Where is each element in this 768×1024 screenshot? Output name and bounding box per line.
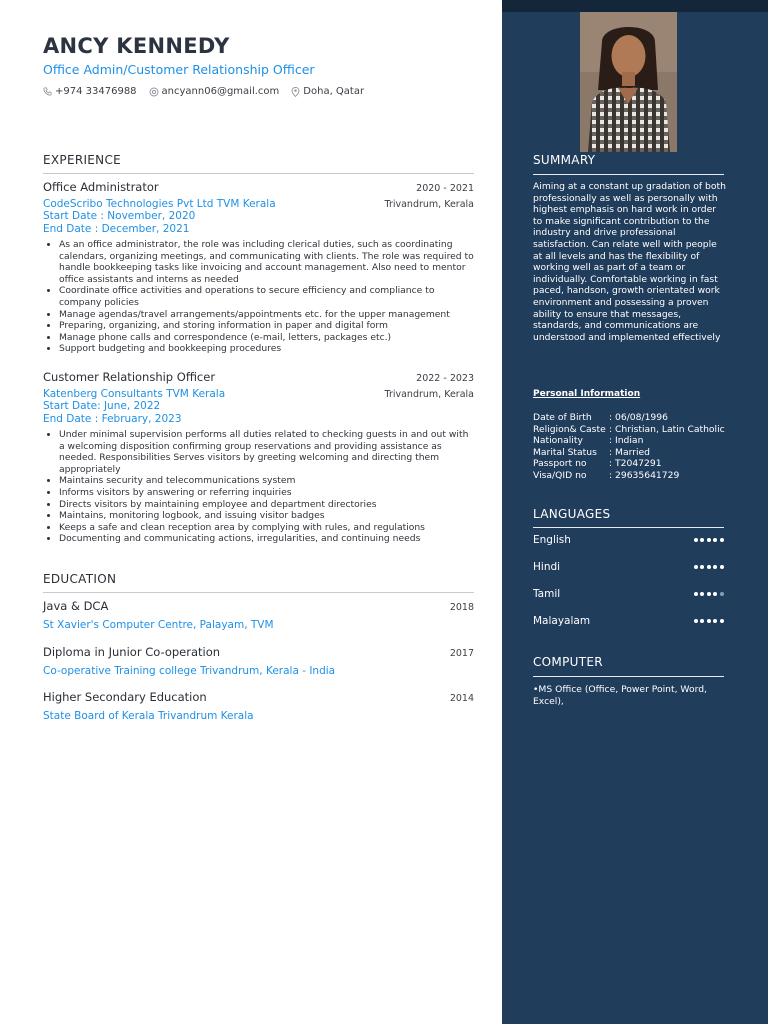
language-name: Tamil bbox=[533, 588, 561, 600]
computer-divider bbox=[533, 676, 724, 677]
duty-item: • Directs visitors by maintaining employee and department directories bbox=[59, 499, 474, 511]
rating-dot bbox=[694, 592, 698, 596]
job-end-date: End Date : February, 2023 bbox=[43, 413, 182, 425]
job-location: Trivandrum, Kerala bbox=[384, 199, 474, 210]
contact-phone bbox=[43, 86, 137, 97]
computer-skills: •MS Office (Office, Power Point, Word, Excel), bbox=[533, 684, 707, 707]
contact-location bbox=[291, 86, 364, 97]
duty-item: • Manage agendas/travel arrangements/appointments etc. for the upper management bbox=[59, 309, 474, 321]
job-entry bbox=[43, 370, 474, 545]
duty-item: • Maintains, monitoring logbook, and issuing visitor badges bbox=[59, 510, 474, 522]
education-entry bbox=[43, 690, 474, 722]
rating-dot bbox=[720, 619, 724, 623]
education-heading: EDUCATION bbox=[43, 572, 117, 586]
job-start-date: Start Date : November, 2020 bbox=[43, 210, 196, 222]
language-row bbox=[533, 588, 724, 600]
duty-item: • Maintains security and telecommunications system bbox=[59, 475, 474, 487]
degree-title: Higher Secondary Education bbox=[43, 690, 207, 704]
language-rating bbox=[691, 565, 724, 569]
education-entry bbox=[43, 599, 474, 631]
duty-item: • Support budgeting and bookkeeping procedures bbox=[59, 343, 474, 355]
location-pin-icon bbox=[291, 87, 300, 97]
languages-divider bbox=[533, 527, 724, 528]
education-divider bbox=[43, 592, 474, 593]
job-dates: 2022 - 2023 bbox=[416, 373, 474, 384]
info-key: Visa/QID no bbox=[533, 469, 587, 481]
info-value: : 06/08/1996 bbox=[609, 412, 668, 423]
info-key: Nationality bbox=[533, 435, 583, 447]
language-row bbox=[533, 615, 724, 627]
info-value: : Married bbox=[609, 446, 651, 458]
info-value: : Christian, Latin Catholic bbox=[609, 423, 725, 435]
rating-dot bbox=[694, 619, 698, 623]
candidate-name: ANCY KENNEDY bbox=[43, 34, 230, 58]
institution-name: Co-operative Training college Trivandrum, Kerala - India bbox=[43, 665, 336, 677]
computer-heading: COMPUTER bbox=[533, 655, 603, 669]
rating-dot bbox=[713, 538, 717, 542]
job-duties bbox=[43, 239, 474, 355]
location-text: Doha, Qatar bbox=[303, 86, 365, 97]
personal-info-row bbox=[533, 412, 725, 424]
contact-email bbox=[149, 86, 280, 97]
rating-dot bbox=[700, 619, 704, 623]
degree-title: Java & DCA bbox=[43, 599, 109, 613]
job-company: Katenberg Consultants TVM Kerala bbox=[43, 388, 226, 400]
language-rating bbox=[691, 619, 724, 623]
sidebar-top-band bbox=[502, 0, 768, 12]
personal-info-row bbox=[533, 424, 725, 436]
personal-info-row bbox=[533, 447, 725, 459]
rating-dot bbox=[707, 565, 711, 569]
duty-item: • Under minimal supervision performs all duties related to checking guests in and out with a welcoming disposition confirming group reservations and providing assistance as needed. Responsibilities Serves visitors by greeting welcoming and directing them appropriately bbox=[59, 429, 474, 475]
info-key: Religion& Caste bbox=[533, 423, 606, 435]
rating-dot bbox=[700, 565, 704, 569]
phone-icon bbox=[43, 87, 52, 96]
job-dates: 2020 - 2021 bbox=[416, 183, 474, 194]
duty-item: • Coordinate office activities and operations to secure efficiency and compliance to company policies bbox=[59, 285, 474, 308]
job-title: Office Administrator bbox=[43, 180, 159, 194]
duty-item: • As an office administrator, the role was including clerical duties, such as coordinating calendars, organizing meetings, and communicating with clients. The role was required to handle bookkeeping tasks like invoicing and account management. Also need to mentor office assistants and interns as needed bbox=[59, 239, 474, 285]
candidate-role: Office Admin/Customer Relationship Officer bbox=[43, 62, 315, 77]
sidebar bbox=[502, 0, 768, 1024]
rating-dot bbox=[700, 592, 704, 596]
language-rating bbox=[691, 538, 724, 542]
language-row bbox=[533, 534, 724, 546]
job-company: CodeScribo Technologies Pvt Ltd TVM Kerala bbox=[43, 198, 276, 210]
phone-text: +974 33476988 bbox=[55, 86, 137, 97]
degree-year: 2014 bbox=[449, 693, 474, 704]
job-end-date: End Date : December, 2021 bbox=[43, 223, 190, 235]
rating-dot bbox=[720, 592, 724, 596]
info-key: Passport no bbox=[533, 458, 587, 470]
experience-heading: EXPERIENCE bbox=[43, 153, 122, 167]
rating-dot bbox=[720, 538, 724, 542]
degree-year: 2017 bbox=[449, 648, 474, 659]
degree-year: 2018 bbox=[449, 602, 474, 613]
language-name: Malayalam bbox=[533, 615, 591, 627]
summary-divider bbox=[533, 174, 724, 175]
at-icon bbox=[149, 87, 159, 97]
email-text: ancyann06@gmail.com bbox=[161, 86, 280, 97]
rating-dot bbox=[713, 592, 717, 596]
summary-heading: SUMMARY bbox=[533, 153, 596, 167]
rating-dot bbox=[713, 565, 717, 569]
duty-item: • Documenting and communicating actions, irregularities, and continuing needs bbox=[59, 533, 474, 545]
rating-dot bbox=[707, 592, 711, 596]
personal-info-row bbox=[533, 470, 725, 482]
summary-text: Aiming at a constant up gradation of both professionally as well as personally with highest emphasis on hard work in order to make significant contribution to the industry and drive professional satisfaction. Can relate well with people at all levels and has the flexibility of working well as part of a team or individually. Comfortable working in fast paced, handson, growth orientated work environment and possessing a proven ability to ensure that messages, standards, and communications are understood and implemented effectively bbox=[533, 181, 726, 343]
rating-dot bbox=[720, 565, 724, 569]
experience-divider bbox=[43, 173, 474, 174]
language-row bbox=[533, 561, 724, 573]
portrait-illustration bbox=[580, 12, 677, 152]
info-key: Marital Status bbox=[533, 446, 597, 458]
duty-item: • Keeps a safe and clean reception area by complying with rules, and regulations bbox=[59, 522, 474, 534]
personal-info-row bbox=[533, 435, 725, 447]
rating-dot bbox=[694, 538, 698, 542]
education-entry bbox=[43, 645, 474, 677]
job-start-date: Start Date: June, 2022 bbox=[43, 400, 161, 412]
duty-item: • Informs visitors by answering or referring inquiries bbox=[59, 487, 474, 499]
job-duties bbox=[43, 429, 474, 545]
info-value: : 29635641729 bbox=[609, 469, 680, 481]
rating-dot bbox=[700, 538, 704, 542]
languages-heading: LANGUAGES bbox=[533, 507, 611, 521]
job-entry bbox=[43, 180, 474, 355]
duty-item: • Preparing, organizing, and storing information in paper and digital form bbox=[59, 320, 474, 332]
personal-info-heading: Personal Information bbox=[533, 389, 641, 399]
info-value: : T2047291 bbox=[609, 458, 662, 470]
rating-dot bbox=[707, 619, 711, 623]
personal-info-row bbox=[533, 458, 725, 470]
degree-title: Diploma in Junior Co-operation bbox=[43, 645, 221, 659]
institution-name: State Board of Kerala Trivandrum Kerala bbox=[43, 710, 254, 722]
profile-photo bbox=[580, 12, 677, 152]
info-value: : Indian bbox=[609, 435, 644, 447]
language-name: English bbox=[533, 534, 571, 546]
info-key: Date of Birth bbox=[533, 412, 592, 423]
institution-name: St Xavier's Computer Centre, Palayam, TVM bbox=[43, 619, 274, 631]
language-rating bbox=[691, 592, 724, 596]
rating-dot bbox=[694, 565, 698, 569]
personal-info-list bbox=[533, 412, 725, 482]
duty-item: • Manage phone calls and correspondence (e-mail, letters, packages etc.) bbox=[59, 332, 474, 344]
contact-bar bbox=[43, 86, 376, 97]
rating-dot bbox=[713, 619, 717, 623]
language-name: Hindi bbox=[533, 561, 561, 573]
rating-dot bbox=[707, 538, 711, 542]
job-location: Trivandrum, Kerala bbox=[384, 389, 474, 400]
job-title: Customer Relationship Officer bbox=[43, 370, 216, 384]
